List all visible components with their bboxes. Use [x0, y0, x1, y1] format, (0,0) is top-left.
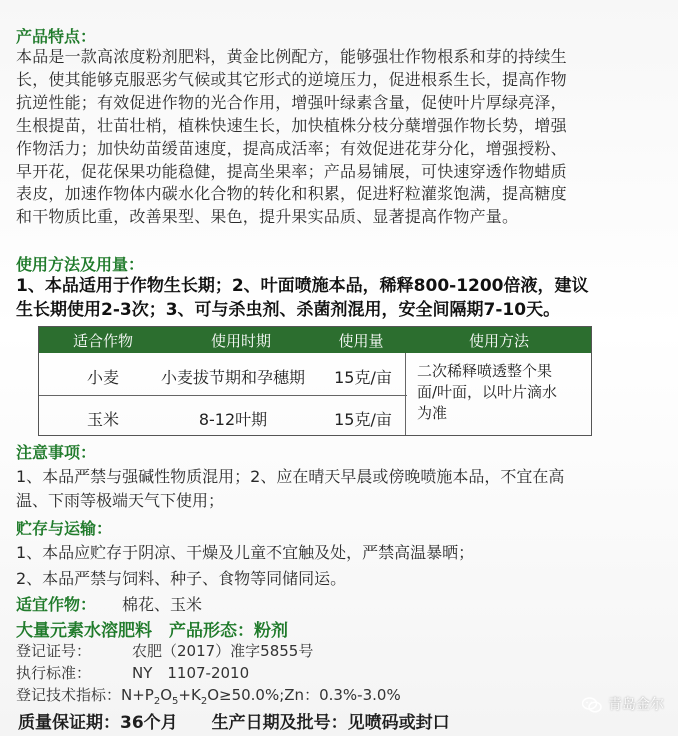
product-type: 大量元素水溶肥料 产品形态：粉剂 [16, 621, 288, 641]
features-heading: 产品特点： [16, 27, 97, 46]
features-line: 抗逆性能；有效促进作物的光合作用，增强叶绿素含量，促使叶片厚绿亮泽， [16, 92, 567, 112]
shelf-life-and-batch: 质量保证期：36个月 生产日期及批号：见喷码或封口 [18, 713, 450, 733]
standard-value: NY 1107-2010 [132, 664, 250, 682]
notes-line-2: 温、下雨等极端天气下使用； [16, 491, 225, 510]
features-paragraph [16, 46, 666, 229]
standard-label: 执行标准： [16, 664, 92, 682]
table-header-method: 使用方法 [468, 332, 529, 350]
table-cell-crop: 玉米 [86, 410, 119, 429]
table-header-period: 使用时期 [210, 332, 271, 350]
table-header-row [39, 327, 591, 353]
suitable-crops [16, 592, 202, 615]
features-line: 生根提苗，壮苗壮梢，植株快速生长，加快植株分枝分蘖增强作物长势，增强 [16, 115, 567, 135]
table-cell-amount: 15克/亩 [334, 410, 392, 429]
tech-label: 登记技术指标： [16, 686, 122, 704]
method-line: 为准 [417, 404, 448, 422]
suitable-crops-label: 适宜作物： [16, 595, 97, 614]
usage-table [38, 326, 592, 436]
notes-line-1: 1、本品严禁与强碱性物质混用；2、应在晴天早晨或傍晚喷施本品，不宜在高 [16, 467, 565, 486]
features-line: 和干物质比重，改善果型、果色，提升果实品质、显著提高作物产量。 [16, 207, 519, 227]
usage-line-2: 生长期使用2-3次；3、可与杀虫剂、杀菌剂混用，安全间隔期7-10天。 [16, 300, 561, 320]
usage-line-1: 1、本品适用于作物生长期；2、叶面喷施本品，稀释800-1200倍液，建议 [16, 276, 589, 296]
features-line: 作物活力；加快幼苗缓苗速度，提高成活率；有效促进花芽分化，增强授粉、 [16, 138, 567, 158]
suitable-crops-value: 棉花、玉米 [122, 595, 203, 614]
watermark-text: 青岛金尔 [608, 697, 664, 713]
features-line: 本品是一款高浓度粉剂肥料，黄金比例配方，能够强壮作物根系和芽的持续生 [16, 47, 567, 66]
registration-number [16, 640, 313, 661]
table-header-amount: 使用量 [338, 332, 384, 350]
table-cell-method [417, 361, 587, 424]
table-cell-period: 8-12叶期 [198, 410, 268, 429]
storage-line-2: 2、本品严禁与饲料、种子、食物等同储同运。 [16, 569, 347, 588]
execution-standard [16, 662, 249, 683]
features-line: 早开花，促花保果功能稳健，提高坐果率；产品易铺展，可快速穿透作物蜡质 [16, 161, 567, 181]
registration-value: 农肥（2017）准字5855号 [132, 642, 314, 660]
wechat-logo-icon [582, 697, 602, 713]
registration-label: 登记证号： [16, 642, 92, 660]
storage-line-1: 1、本品应贮存于阴凉、干燥及儿童不宜触及处，严禁高温暴晒； [16, 543, 475, 562]
notes-heading: 注意事项： [16, 443, 97, 462]
usage-heading: 使用方法及用量： [16, 255, 145, 274]
tech-value: $N+P_2O_5+K_2O\ge 50.0\%;Zn$：0.3%-3.0% [121, 686, 401, 707]
table-header-crop: 适合作物 [72, 332, 133, 350]
features-line: 长，使其能够克服恶劣气候或其它形式的逆境压力，促进根系生长，提高作物 [16, 69, 567, 89]
storage-heading: 贮存与运输： [16, 519, 113, 538]
table-cell-amount: 15克/亩 [334, 368, 392, 387]
table-row-divider [39, 395, 407, 396]
table-cell-period: 小麦拔节期和孕穗期 [160, 368, 305, 387]
watermark [582, 694, 664, 714]
technical-indicators [16, 684, 401, 707]
method-line: 面/叶面，以叶片滴水 [417, 383, 558, 401]
table-cell-crop: 小麦 [86, 368, 119, 387]
method-line: 二次稀释喷透整个果 [417, 362, 553, 380]
features-line: 表皮，加速作物体内碳水化合物的转化和积累，促进籽粒灌浆饱满，提高糖度 [16, 184, 567, 204]
